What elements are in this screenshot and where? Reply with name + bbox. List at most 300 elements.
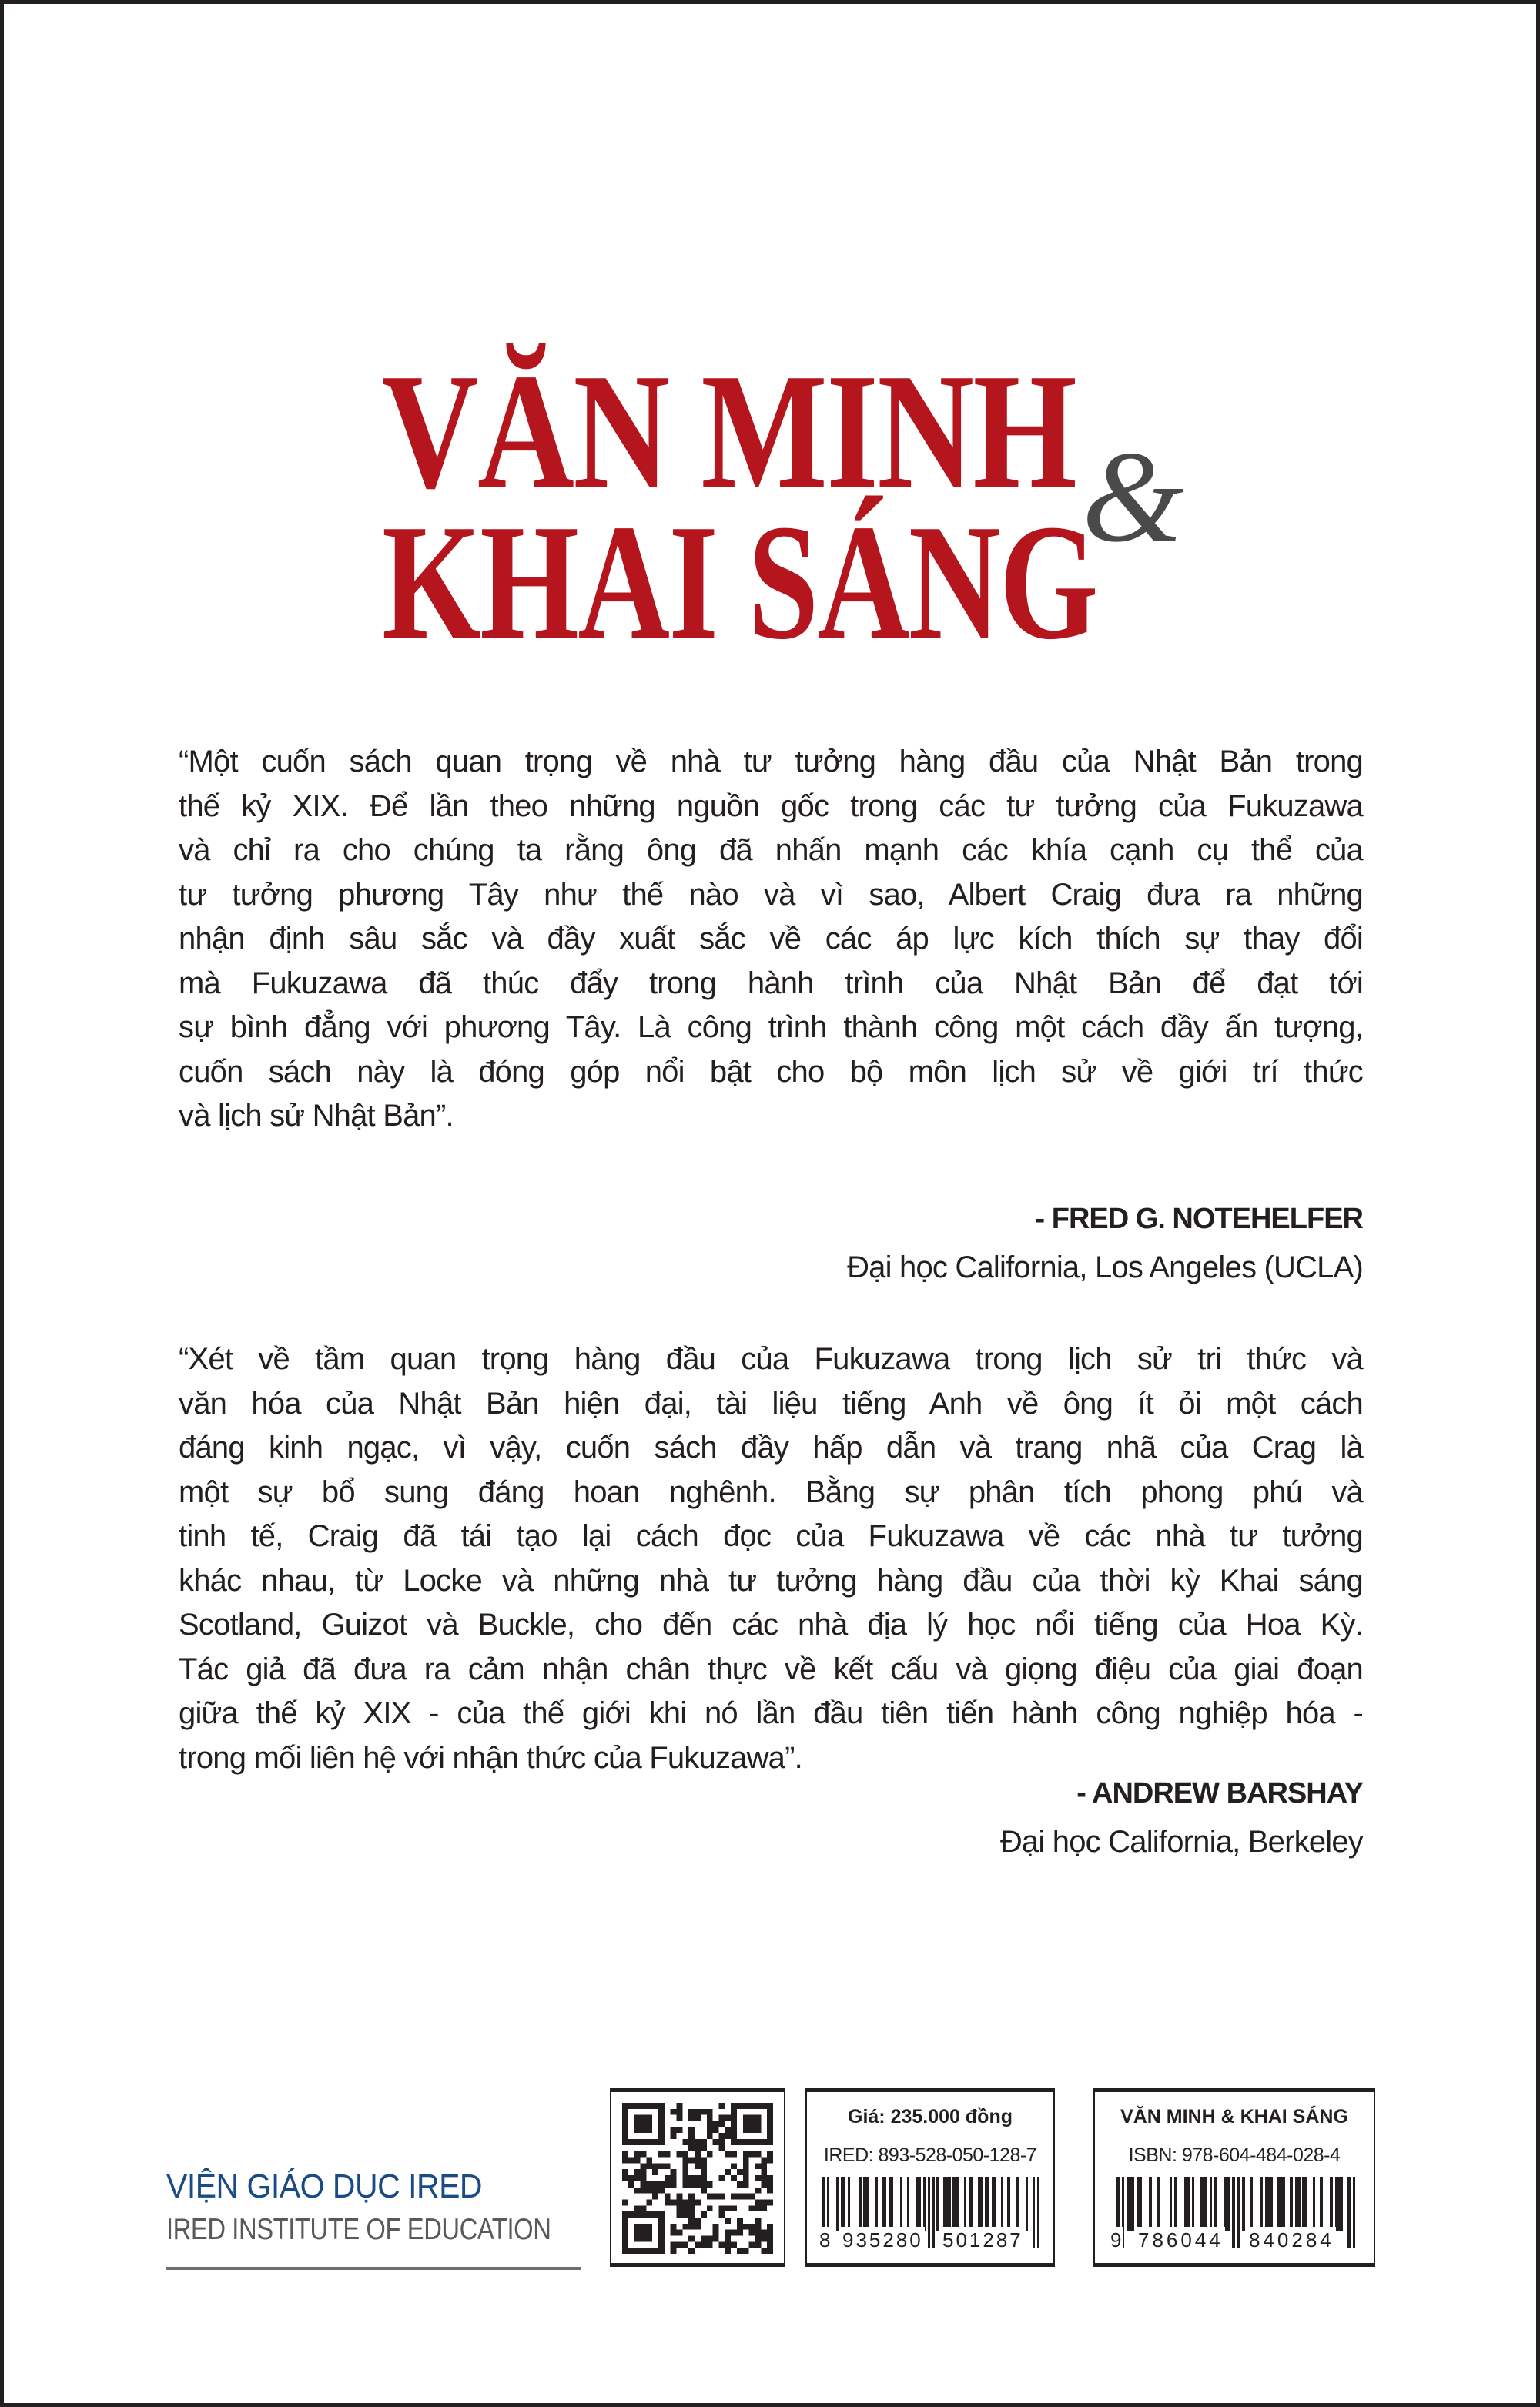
qr-module [767, 2139, 773, 2145]
qr-module [677, 2115, 683, 2121]
qr-module [743, 2158, 749, 2164]
qr-module [677, 2151, 683, 2158]
qr-module [671, 2230, 677, 2236]
qr-module [767, 2199, 773, 2205]
qr-module [695, 2145, 701, 2151]
barcode-bar [1250, 2177, 1253, 2231]
qr-module [641, 2175, 647, 2181]
qr-module [737, 2194, 743, 2200]
barcode-bar [884, 2177, 886, 2231]
qr-module [641, 2181, 647, 2188]
qr-module [652, 2211, 658, 2218]
qr-module [695, 2199, 701, 2205]
qr-module [622, 2139, 628, 2145]
qr-module [677, 2127, 683, 2133]
qr-module [731, 2133, 737, 2139]
barcode-bar [1139, 2177, 1142, 2231]
qr-module [671, 2133, 677, 2139]
qr-module [628, 2181, 634, 2188]
barcode-bar [980, 2177, 983, 2231]
qr-module [725, 2248, 731, 2254]
qr-module [641, 2121, 647, 2127]
qr-module [622, 2115, 628, 2121]
qr-module [658, 2103, 665, 2109]
barcode-bar [1313, 2177, 1316, 2231]
barcode-bar [1192, 2177, 1195, 2231]
isbn-barcode-box [1093, 2088, 1375, 2267]
qr-module [634, 2235, 641, 2241]
barcode-bar [1016, 2177, 1019, 2231]
qr-module [749, 2230, 755, 2236]
barcode-bar [1320, 2177, 1323, 2231]
qr-module [761, 2139, 767, 2145]
qr-module [731, 2194, 737, 2200]
qr-module [701, 2241, 707, 2248]
quote-line: thế kỷ XIX. Để lần theo những nguồn gốc trong các tư tưởng của Fukuzawa [179, 788, 1363, 823]
qr-module [658, 2218, 665, 2224]
qr-module [658, 2181, 665, 2188]
qr-module [755, 2230, 761, 2236]
qr-module [628, 2139, 634, 2145]
qr-module [677, 2103, 683, 2109]
qr-module [731, 2115, 737, 2121]
price-label: Giá: 235.000 đồng [848, 2106, 1013, 2127]
qr-module [731, 2230, 737, 2236]
barcode-bar [994, 2177, 996, 2231]
qr-module [767, 2121, 773, 2127]
quote-line: sự bình đẳng với phương Tây. Là công trình thành công một cách đầy ấn tượng, [179, 1010, 1363, 1044]
qr-module [743, 2139, 749, 2145]
qr-module [718, 2205, 725, 2211]
qr-module [761, 2235, 767, 2241]
qr-module [701, 2175, 707, 2181]
isbn-barcode-digits [1109, 2227, 1366, 2255]
qr-module [707, 2109, 713, 2115]
qr-module [707, 2127, 713, 2133]
quote-line: tinh tế, Craig đã tái tạo lại cách đọc của Fukuzawa về các nhà tư tưởng [179, 1519, 1363, 1553]
barcode-bar [843, 2177, 845, 2231]
qr-module [755, 2175, 761, 2181]
qr-module [743, 2175, 749, 2181]
qr-module [652, 2103, 658, 2109]
review-affiliation-1: Đại học California, Los Angeles (UCLA) [847, 1250, 1363, 1284]
qr-module [688, 2145, 695, 2151]
qr-module [695, 2224, 701, 2230]
qr-module [761, 2158, 767, 2164]
qr-module [743, 2248, 749, 2254]
barcode-bar [1282, 2177, 1285, 2231]
qr-module [622, 2211, 628, 2218]
qr-module [622, 2248, 628, 2254]
qr-module [743, 2121, 749, 2127]
qr-module [658, 2211, 665, 2218]
qr-module [731, 2205, 737, 2211]
qr-module [761, 2169, 767, 2175]
qr-module [665, 2151, 671, 2158]
qr-module [701, 2169, 707, 2175]
qr-module [701, 2139, 707, 2145]
qr-module [641, 2230, 647, 2236]
publisher-divider [166, 2267, 581, 2270]
qr-module [767, 2133, 773, 2139]
qr-module [755, 2188, 761, 2194]
qr-module [634, 2121, 641, 2127]
qr-module [701, 2188, 707, 2194]
qr-module [622, 2218, 628, 2224]
qr-module [688, 2109, 695, 2115]
barcode-bar [1270, 2177, 1273, 2231]
barcode-bar [875, 2177, 877, 2231]
qr-module [634, 2230, 641, 2236]
isbn-number: ISBN: 978-604-484-028-4 [1128, 2144, 1341, 2166]
qr-module [628, 2158, 634, 2164]
qr-module [761, 2199, 767, 2205]
qr-module [718, 2115, 725, 2121]
qr-module [755, 2139, 761, 2145]
qr-module [652, 2169, 658, 2175]
qr-module [688, 2248, 695, 2254]
qr-module [718, 2139, 725, 2145]
qr-module [731, 2175, 737, 2181]
qr-module [628, 2103, 634, 2109]
barcode-bar [957, 2177, 959, 2231]
qr-module [761, 2230, 767, 2236]
qr-module [707, 2181, 713, 2188]
qr-module [701, 2181, 707, 2188]
qr-module [665, 2175, 671, 2181]
review-author-2: - ANDREW BARSHAY [1076, 1777, 1363, 1809]
qr-module [743, 2151, 749, 2158]
qr-module [725, 2133, 731, 2139]
qr-module [652, 2248, 658, 2254]
barcode-bar [987, 2177, 989, 2231]
barcode-bar [923, 2177, 926, 2231]
qr-module [622, 2103, 628, 2109]
barcode-bar [1305, 2177, 1308, 2231]
qr-module [737, 2139, 743, 2145]
qr-module [749, 2103, 755, 2109]
qr-module [646, 2199, 652, 2205]
qr-module [646, 2139, 652, 2145]
barcode-bar [836, 2177, 839, 2231]
barcode-bar [936, 2177, 939, 2231]
qr-module [737, 2103, 743, 2109]
barcode-digit-group: 8 [819, 2228, 831, 2251]
qr-module [731, 2241, 737, 2248]
qr-module [646, 2158, 652, 2164]
publisher-name-vi: VIỆN GIÁO DỤC IRED [166, 2168, 482, 2205]
qr-module [665, 2163, 671, 2169]
qr-module [682, 2241, 688, 2248]
qr-module [634, 2205, 641, 2211]
qr-module [767, 2224, 773, 2230]
qr-module [737, 2169, 743, 2175]
ired-code: IRED: 893-528-050-128-7 [823, 2144, 1037, 2166]
qr-module [718, 2241, 725, 2248]
price-barcode-box [805, 2088, 1055, 2267]
qr-module [677, 2241, 683, 2248]
qr-module [677, 2109, 683, 2115]
qr-module [665, 2181, 671, 2188]
qr-module [646, 2127, 652, 2133]
qr-module [652, 2181, 658, 2188]
qr-module [737, 2248, 743, 2254]
qr-module [749, 2224, 755, 2230]
qr-module [737, 2224, 743, 2230]
qr-module [646, 2121, 652, 2127]
qr-module [767, 2241, 773, 2248]
qr-module [737, 2230, 743, 2236]
qr-module [658, 2188, 665, 2194]
qr-module [652, 2163, 658, 2169]
quote-line: và lịch sử Nhật Bản”. [179, 1099, 454, 1133]
book-title-line-2: KHAI SÁNG [382, 490, 1098, 674]
qr-module [688, 2158, 695, 2164]
barcode-digit-group: 9 [1110, 2228, 1122, 2251]
qr-module [682, 2139, 688, 2145]
quote-line: Tác giả đã đưa ra cảm nhận chân thực về kết cấu và giọng điệu của giai đoạn [179, 1652, 1363, 1686]
qr-module [725, 2218, 731, 2224]
qr-module [713, 2127, 719, 2133]
qr-module [688, 2235, 695, 2241]
barcode-bar [1001, 2177, 1003, 2231]
qr-module [761, 2163, 767, 2169]
qr-module [646, 2224, 652, 2230]
qr-module [718, 2121, 725, 2127]
qr-module [646, 2230, 652, 2236]
qr-module [695, 2175, 701, 2181]
qr-module [688, 2218, 695, 2224]
qr-module [695, 2163, 701, 2169]
barcode-bar [1340, 2177, 1343, 2231]
quote-line: khác nhau, từ Locke và những nhà tư tưởng hàng đầu của thời kỳ Khai sáng [179, 1563, 1363, 1598]
quote-line: đáng kinh ngạc, vì vậy, cuốn sách đầy hấp dẫn và trang nhã của Crag là [179, 1431, 1363, 1465]
qr-module [767, 2103, 773, 2109]
qr-module [665, 2199, 671, 2205]
qr-module [749, 2241, 755, 2248]
qr-module [682, 2175, 688, 2181]
qr-module [718, 2175, 725, 2181]
qr-module [646, 2115, 652, 2121]
barcode-bar [1297, 2177, 1301, 2231]
qr-module [622, 2224, 628, 2230]
qr-module [743, 2115, 749, 2121]
qr-module [634, 2115, 641, 2121]
qr-module [634, 2169, 641, 2175]
review-affiliation-2: Đại học California, Berkeley [999, 1825, 1363, 1859]
qr-module [682, 2224, 688, 2230]
qr-module [628, 2248, 634, 2254]
qr-module [767, 2248, 773, 2254]
qr-module [695, 2181, 701, 2188]
qr-module [755, 2127, 761, 2133]
qr-module [707, 2235, 713, 2241]
qr-module [658, 2230, 665, 2236]
qr-module [701, 2163, 707, 2169]
qr-module [646, 2248, 652, 2254]
qr-module [761, 2175, 767, 2181]
qr-module [634, 2151, 641, 2158]
qr-module [688, 2194, 695, 2200]
qr-module [749, 2205, 755, 2211]
qr-module [677, 2199, 683, 2205]
qr-module [682, 2151, 688, 2158]
qr-module [718, 2145, 725, 2151]
qr-module [682, 2205, 688, 2211]
qr-module [658, 2115, 665, 2121]
qr-module [713, 2235, 719, 2241]
qr-module [652, 2194, 658, 2200]
qr-module [731, 2103, 737, 2109]
qr-module [743, 2169, 749, 2175]
barcode-bar [848, 2177, 850, 2231]
qr-module [677, 2194, 683, 2200]
qr-module [622, 2230, 628, 2236]
qr-module [688, 2127, 695, 2133]
qr-module [743, 2224, 749, 2230]
quote-line: mà Fukuzawa đã thúc đẩy trong hành trình của Nhật Bản để đạt tới [179, 966, 1363, 1000]
qr-module [749, 2139, 755, 2145]
publisher-name-en: IRED INSTITUTE OF EDUCATION [166, 2213, 551, 2246]
qr-module [755, 2235, 761, 2241]
qr-module [658, 2163, 665, 2169]
qr-module [622, 2133, 628, 2139]
qr-module [658, 2133, 665, 2139]
isbn-box-title: VĂN MINH & KHAI SÁNG [1120, 2106, 1348, 2127]
review-author-1: - FRED G. NOTEHELFER [1035, 1203, 1363, 1235]
qr-module [707, 2133, 713, 2139]
qr-module [701, 2145, 707, 2151]
qr-module [755, 2205, 761, 2211]
qr-module [646, 2211, 652, 2218]
review-quote-2 [179, 1337, 1363, 1780]
qr-module [743, 2103, 749, 2109]
qr-module [743, 2127, 749, 2133]
barcode-bar [1227, 2177, 1230, 2231]
qr-module [688, 2115, 695, 2121]
qr-module [718, 2133, 725, 2139]
qr-module [665, 2194, 671, 2200]
qr-code-icon [622, 2103, 773, 2254]
qr-module [622, 2121, 628, 2127]
qr-code-box [610, 2088, 785, 2267]
qr-module [641, 2235, 647, 2241]
qr-module [701, 2109, 707, 2115]
qr-module [695, 2139, 701, 2145]
qr-module [731, 2163, 737, 2169]
barcode-digit-group: 840284 [1249, 2228, 1334, 2251]
qr-module [695, 2115, 701, 2121]
qr-module [671, 2199, 677, 2205]
qr-module [713, 2121, 719, 2127]
barcode-bar [865, 2177, 868, 2231]
quote-line: giữa thế kỷ XIX - của thế giới khi nó lần đầu tiên tiến hành công nghiệp hóa - [179, 1696, 1363, 1730]
qr-module [767, 2109, 773, 2115]
qr-module [688, 2211, 695, 2218]
qr-module [658, 2241, 665, 2248]
qr-module [761, 2181, 767, 2188]
qr-module [641, 2169, 647, 2175]
qr-module [767, 2230, 773, 2236]
qr-module [622, 2241, 628, 2248]
qr-module [767, 2188, 773, 2194]
qr-module [755, 2163, 761, 2169]
qr-module [646, 2235, 652, 2241]
qr-module [695, 2218, 701, 2224]
qr-module [743, 2194, 749, 2200]
qr-module [658, 2224, 665, 2230]
qr-module [767, 2115, 773, 2121]
qr-module [749, 2194, 755, 2200]
qr-module [731, 2139, 737, 2145]
qr-module [718, 2211, 725, 2218]
qr-module [767, 2127, 773, 2133]
barcode-bar [1132, 2177, 1135, 2231]
qr-module [652, 2139, 658, 2145]
qr-module [725, 2115, 731, 2121]
title-ampersand: & [1082, 424, 1184, 569]
qr-module [725, 2127, 731, 2133]
qr-module [671, 2224, 677, 2230]
qr-module [725, 2230, 731, 2236]
qr-module [622, 2199, 628, 2205]
qr-module [622, 2151, 628, 2158]
barcode-bar [948, 2177, 950, 2231]
qr-module [695, 2158, 701, 2164]
qr-module [761, 2205, 767, 2211]
qr-module [646, 2181, 652, 2188]
barcode-digit-group: 935280 [842, 2228, 923, 2251]
barcode-bar [919, 2177, 921, 2231]
qr-module [634, 2158, 641, 2164]
barcode-bar [971, 2177, 973, 2231]
qr-module [688, 2139, 695, 2145]
qr-module [622, 2175, 628, 2181]
qr-module [688, 2175, 695, 2181]
qr-module [718, 2103, 725, 2109]
quote-line: trong mối liên hệ với nhận thức của Fukuzawa”. [179, 1740, 802, 1775]
qr-module [767, 2235, 773, 2241]
qr-module [707, 2151, 713, 2158]
qr-module [671, 2127, 677, 2133]
qr-module [755, 2224, 761, 2230]
quote-line: nhận định sâu sắc và đầy xuất sắc về các áp lực kích thích sự thay đổi [179, 922, 1363, 956]
qr-module [725, 2235, 731, 2241]
barcode-digit-group: 501287 [942, 2228, 1023, 2251]
barcode-bar [1170, 2177, 1173, 2231]
barcode-bar [1157, 2177, 1160, 2231]
qr-module [713, 2194, 719, 2200]
qr-module [713, 2139, 719, 2145]
barcode-bar [859, 2177, 861, 2231]
quote-line: và chỉ ra cho chúng ta rằng ông đã nhấn mạnh các khía cạnh cụ thể của [179, 833, 1363, 867]
qr-module [761, 2248, 767, 2254]
barcode-bar [1210, 2177, 1213, 2231]
qr-module [713, 2224, 719, 2230]
qr-module [634, 2188, 641, 2194]
qr-module [755, 2218, 761, 2224]
qr-module [671, 2175, 677, 2181]
barcode-digit-group: 786044 [1138, 2228, 1224, 2251]
qr-module [641, 2188, 647, 2194]
qr-module [671, 2181, 677, 2188]
qr-module [718, 2194, 725, 2200]
qr-module [634, 2103, 641, 2109]
qr-module [646, 2103, 652, 2109]
barcode-bar [1214, 2177, 1217, 2231]
qr-module [682, 2163, 688, 2169]
barcode-bar [1149, 2177, 1152, 2231]
